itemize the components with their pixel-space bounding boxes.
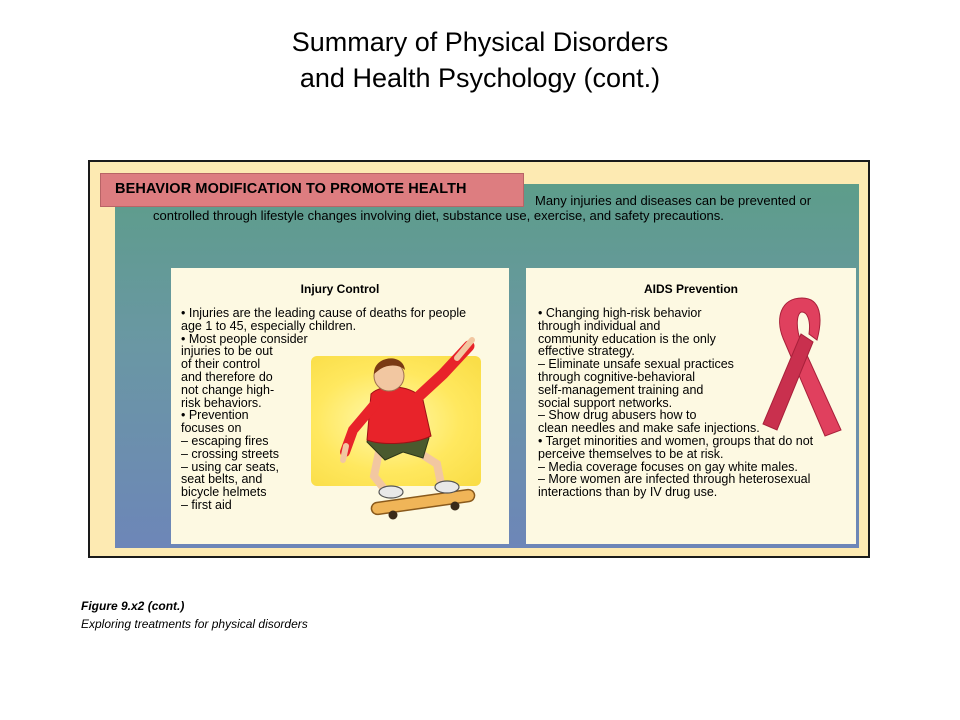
list-item: age 1 to 45, especially children. [181,318,357,333]
intro-text-line-1: Many injuries and diseases can be prevented or [535,193,812,208]
figure-description: Exploring treatments for physical disorders [81,617,308,631]
injury-control-title: Injury Control [300,282,380,296]
list-item: risk behaviors. [181,395,262,410]
aids-prevention-card [526,268,856,544]
title-line-1: Summary of Physical Disorders [291,27,669,57]
figure-frame [88,160,870,558]
list-item: – first aid [181,497,232,512]
gradient-panel [115,184,859,548]
slide-title [0,24,960,96]
injury-control-card [171,268,509,544]
list-item: not change high- [181,382,275,397]
list-item: • Most people consider [181,331,308,346]
section-banner [100,173,524,207]
list-item: seat belts, and [181,472,263,487]
list-item: clean needles and make safe injections. [538,421,760,436]
banner-heading: BEHAVIOR MODIFICATION TO PROMOTE HEALTH [115,181,467,197]
figure-label: Figure 9.x2 (cont.) [81,599,185,613]
injury-control-list [181,307,506,512]
list-item: – Media coverage focuses on gay white males. [538,459,798,474]
list-item: focuses on [181,421,242,436]
aids-prevention-list [538,307,856,499]
list-item: – crossing streets [181,446,279,461]
list-item: perceive themselves to be at risk. [538,446,724,461]
list-item: community education is the only [538,331,716,346]
list-item: • Target minorities and women, groups that do not [538,433,814,448]
list-item: – escaping fires [181,433,269,448]
list-item: interactions than by IV drug use. [538,485,718,500]
list-item: of their control [181,357,261,372]
aids-prevention-title: AIDS Prevention [643,282,739,296]
list-item: • Prevention [181,408,249,423]
list-item: self-management training and [538,382,704,397]
list-item: effective strategy. [538,344,635,359]
list-item: through individual and [538,318,661,333]
title-line-2: and Health Psychology (cont.) [299,63,661,93]
list-item: injuries to be out [181,344,273,359]
intro-text-line-2: controlled through lifestyle changes involving diet, substance use, exercise, and safety precautions. [153,208,724,223]
list-item: – More women are infected through heterosexual [538,472,811,487]
list-item: – using car seats, [181,459,279,474]
figure-caption [81,597,308,633]
list-item: • Injuries are the leading cause of deaths for people [181,306,467,320]
list-item: – Show drug abusers how to [538,408,697,423]
list-item: through cognitive-behavioral [538,369,696,384]
list-item: – Eliminate unsafe sexual practices [538,357,734,372]
list-item: bicycle helmets [181,485,267,500]
list-item: social support networks. [538,395,673,410]
list-item: and therefore do [181,369,273,384]
list-item: • Changing high-risk behavior [538,306,702,320]
